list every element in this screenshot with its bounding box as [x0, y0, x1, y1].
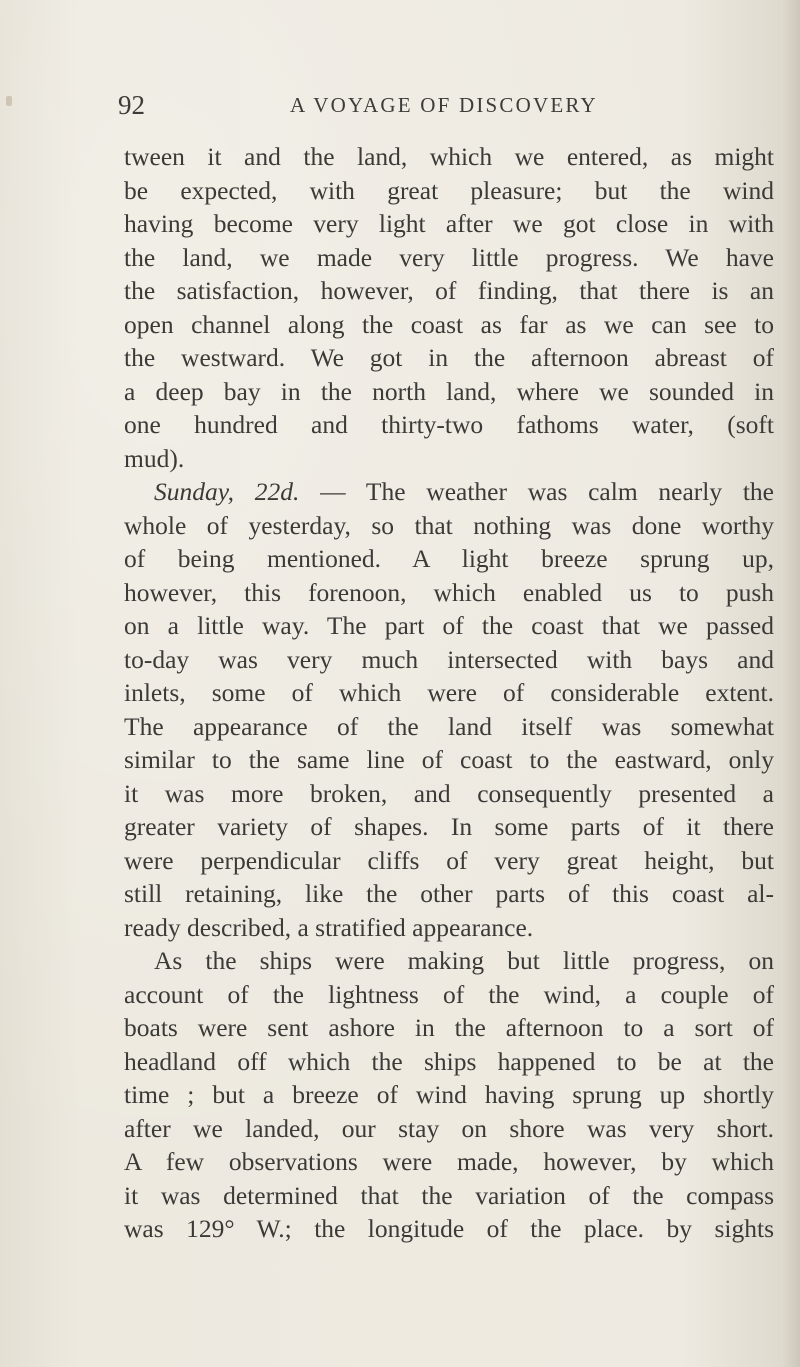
text-line-1: tween it and the land, which we entered, as might — [124, 142, 774, 171]
text-line-30: after we landed, our stay on shore was very short. — [124, 1113, 774, 1143]
sunday-word: Sunday, — [154, 477, 235, 506]
paper-mark — [6, 96, 12, 106]
text-line-32: it was determined that the variation of the compass — [124, 1180, 774, 1210]
text-line-19: similar to the same line of coast to the eastward, only — [124, 745, 774, 774]
text-line-31: A few observations were made, however, by which — [124, 1147, 774, 1176]
date-word: 22d. — [254, 477, 300, 506]
text-line-6: open channel along the coast as far as we can see to — [124, 309, 774, 339]
text-line-28: headland off which the ships happened to be at the — [124, 1046, 774, 1076]
text-line-29: time ; but a breeze of wind having sprung up shortly — [124, 1080, 774, 1109]
text-line-2: be expected, with great pleasure; but the wind — [124, 175, 774, 205]
text-line-3: having become very light after we got close in with — [124, 209, 774, 238]
text-line-26: account of the lightness of the wind, a couple of — [124, 979, 774, 1009]
page-edge-shadow — [782, 0, 800, 1367]
text-line-4: the land, we made very little progress. We have — [124, 242, 774, 272]
text-line-10: mud). — [124, 443, 185, 473]
text-line-5: the satisfaction, however, of finding, that there is an — [124, 276, 774, 305]
page-number: 92 — [118, 90, 145, 120]
text-line-8: a deep bay in the north land, where we sounded in — [124, 376, 774, 406]
text-line-15: on a little way. The part of the coast that we passed — [124, 611, 774, 640]
text-line-23: still retaining, like the other parts of this coast al- — [124, 879, 774, 908]
text-line-33: was 129° W.; the longitude of the place. by sights — [124, 1214, 774, 1243]
text-line-18: The appearance of the land itself was somewhat — [124, 711, 774, 741]
text-line-14: however, this forenoon, which enabled us to push — [124, 577, 774, 607]
text-line-24: ready described, a stratified appearance. — [124, 912, 534, 942]
text-line-27: boats were sent ashore in the afternoon to a sort of — [124, 1013, 774, 1042]
text-line-20: it was more broken, and consequently presented a — [124, 778, 774, 808]
text-line-13: of being mentioned. A light breeze sprung up, — [124, 544, 774, 573]
sunday-rest: — The weather was calm nearly the — [299, 477, 774, 506]
text-line-11 — [124, 475, 774, 509]
text-line-17: inlets, some of which were of considerable extent. — [124, 678, 774, 707]
running-title: A VOYAGE OF DISCOVERY — [290, 93, 598, 117]
text-line-22: were perpendicular cliffs of very great height, but — [124, 845, 774, 875]
body-text — [124, 140, 774, 1246]
text-line-12: whole of yesterday, so that nothing was done worthy — [124, 510, 774, 540]
text-line-7: the westward. We got in the afternoon abreast of — [124, 343, 774, 372]
text-line-25: As the ships were making but little progress, on — [154, 946, 774, 975]
text-line-21: greater variety of shapes. In some parts of it there — [124, 812, 774, 841]
text-line-16: to-day was very much intersected with bays and — [124, 644, 774, 674]
text-line-9: one hundred and thirty-two fathoms water, (soft — [124, 410, 774, 439]
running-head — [118, 90, 718, 130]
